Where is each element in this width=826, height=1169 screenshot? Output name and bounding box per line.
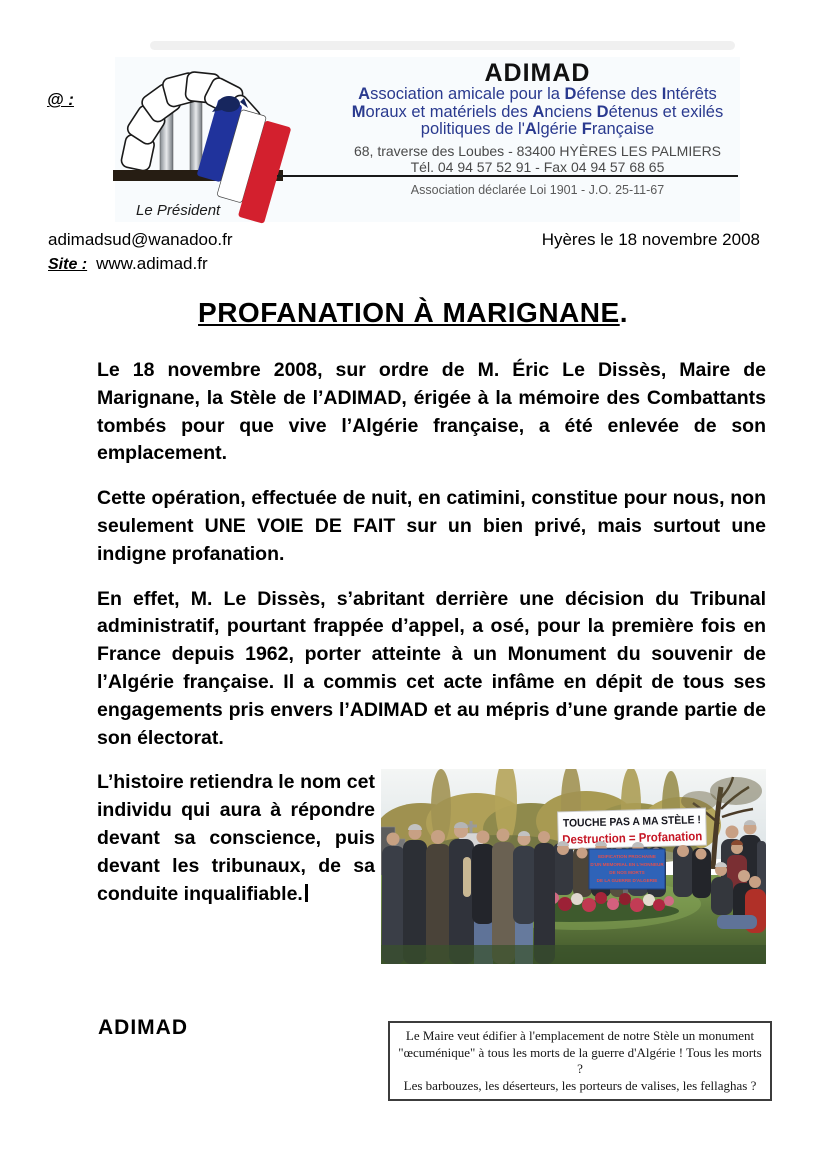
paragraph-2: Cette opération, effectuée de nuit, en catimini, constitue pour nous, non seulement UNE VOIE DE FAIT sur un bien privé, mais surtout une indigne profanation. — [97, 487, 766, 565]
letter-body — [97, 357, 766, 968]
sign-line3: DE NOS MORTS — [609, 870, 645, 876]
date-line: Hyères le 18 novembre 2008 — [541, 230, 760, 249]
legal-declaration-line: Association déclarée Loi 1901 - J.O. 25-11-67 — [410, 183, 665, 197]
paragraph-1: Le 18 novembre 2008, sur ordre de M. Éric Le Dissès, Maire de Marignane, la Stèle de l’ADIMAD, érigée à la mémoire des Combattants tombés pour que vive l’Algérie française, a été enlevée de son emplacement. — [97, 359, 766, 465]
paragraph-4: L’histoire retiendra le nom cet individu qui aura à répondre devant sa conscience, puis devant les tribunaux, de sa conduite inqualifiable. — [97, 771, 375, 905]
email-address: adimadsud@wanadoo.fr — [48, 230, 233, 249]
foreground-shadow — [381, 945, 766, 964]
site-label: Site : — [48, 256, 88, 273]
stele-ceremony-photo — [381, 769, 766, 964]
at-recipient-label: @ : — [47, 90, 74, 109]
text-cursor — [305, 884, 308, 902]
letterhead-text — [337, 60, 738, 176]
association-line-1: Association amicale pour la Défense des Intérêts — [358, 85, 717, 103]
association-line-2: Moraux et matériels des Anciens Détenus et exilés — [351, 102, 724, 121]
protest-banner — [558, 808, 716, 849]
sign-line2: D'UN MEMORIAL EN L'HONNEUR — [590, 862, 664, 868]
phone-fax-line: Tél. 04 94 57 52 91 - Fax 04 94 57 68 65 — [410, 159, 665, 175]
paragraph-3: En effet, M. Le Dissès, s’abritant derrière une décision du Tribunal administratif, pourtant frappée d’appel, a osé, pour la première fois en France depuis 1962, porter atteinte à un Monument du souvenir de l’Algérie française. Il a commis cet acte infâme en dépit de tous ses engagements pris envers l’ADIMAD et au mépris d’une grande partie de son électorat. — [97, 587, 766, 749]
sign-line1: EDIFICATION PROCHAINE — [598, 854, 656, 860]
scan-artifact — [150, 41, 735, 50]
site-url: www.adimad.fr — [96, 254, 208, 273]
caption-box — [388, 1021, 772, 1101]
contact-date-row — [48, 230, 760, 250]
signature: ADIMAD — [98, 1016, 188, 1039]
site-row — [48, 254, 208, 274]
sign-line4: DE LA GUERRE D'ALGERIE — [596, 878, 658, 884]
association-line-3: politiques de l'Algérie Française — [420, 120, 655, 138]
banner-line2: Destruction = Profanation — [562, 829, 716, 848]
president-label: Le Président — [136, 202, 221, 219]
caption-line-2: "œcuménique" à tous les morts de la guerre d'Algérie ! Tous les morts ? — [398, 1044, 762, 1076]
photo-text-wrap — [97, 769, 766, 908]
caption-line-1: Le Maire veut édifier à l'emplacement de notre Stèle un monument — [405, 1028, 755, 1043]
banner-line1: TOUCHE PAS A MA STÈLE ! — [562, 814, 710, 831]
caption-line-3: Les barbouzes, les déserteurs, les porteurs de valises, les fellaghas ? — [403, 1077, 757, 1093]
address-line: 68, traverse des Loubes - 83400 HYÈRES LES PALMIERS — [353, 142, 722, 159]
page-title: PROFANATION À MARIGNANE. — [198, 297, 628, 328]
org-name: ADIMAD — [484, 59, 591, 87]
